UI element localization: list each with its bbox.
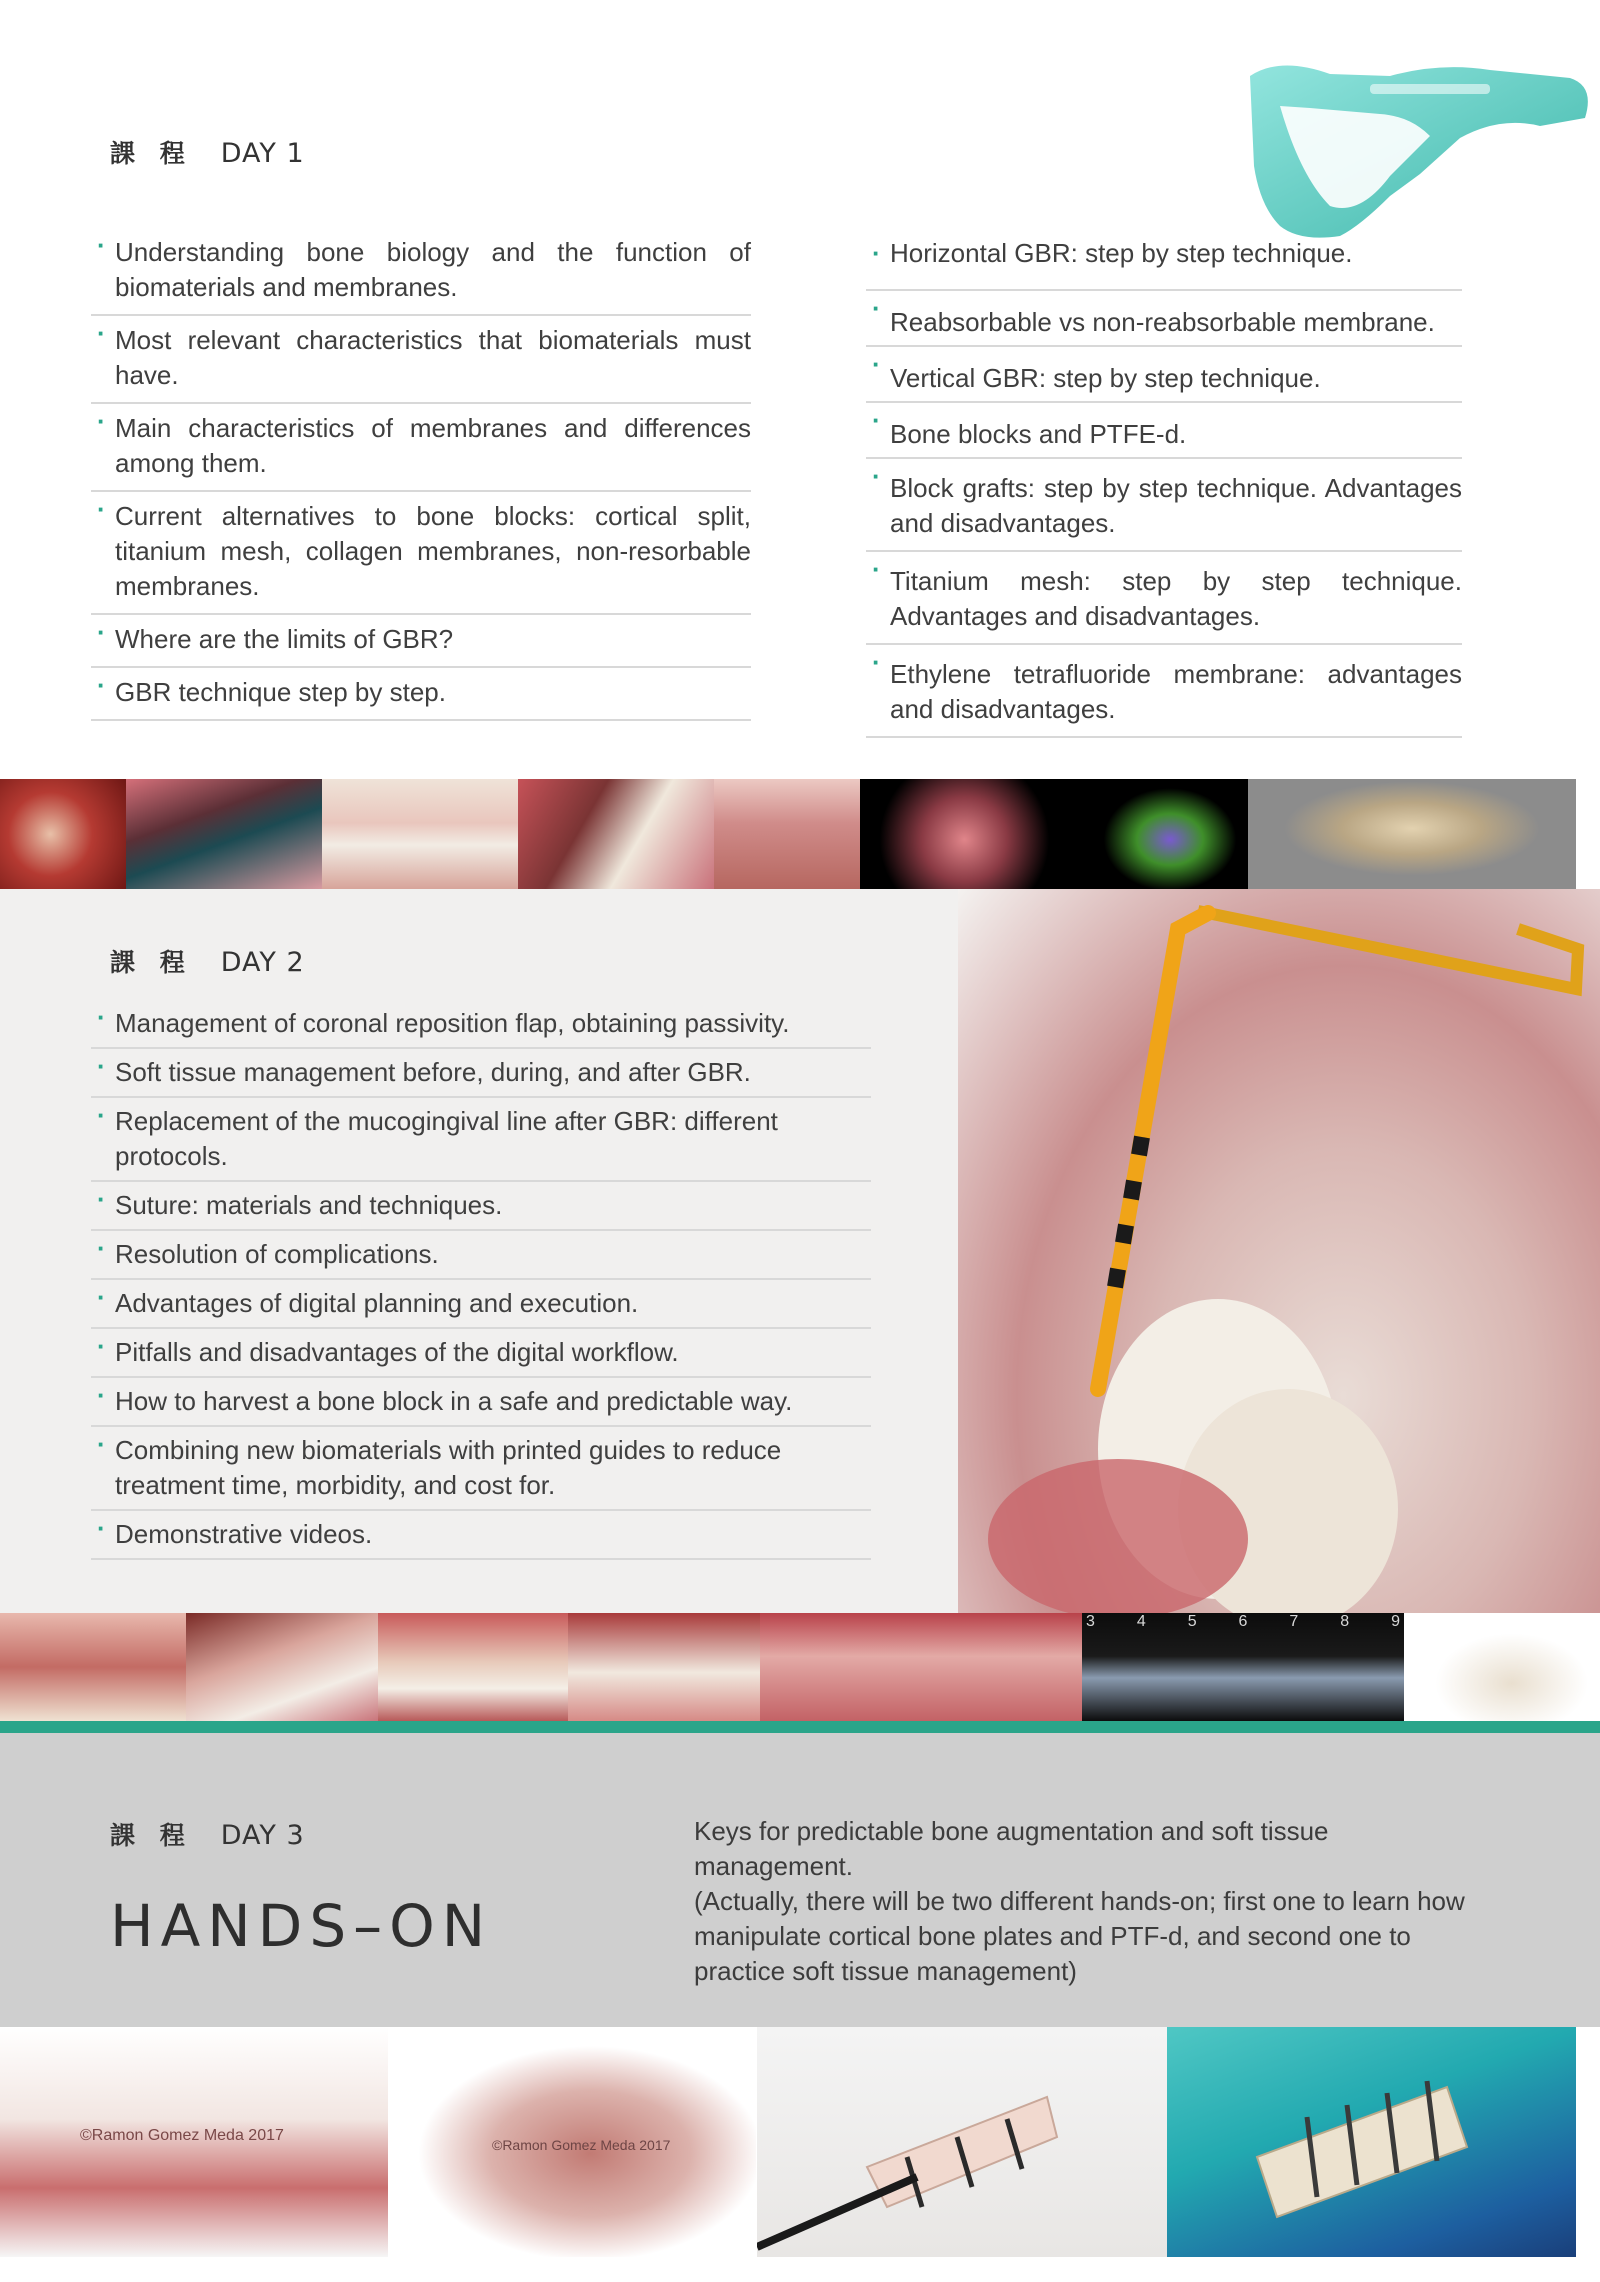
list-item: · Block grafts: step by step technique. Advantages and disadvantages.: [866, 459, 1462, 552]
list-item: · Titanium mesh: step by step technique. Advantages and disadvantages.: [866, 552, 1462, 645]
day3-description: [694, 1814, 1466, 1989]
day2-kanji: 課 程: [110, 948, 193, 977]
ruler-number: 9: [1391, 1613, 1400, 1630]
implant-bridge-photo: [1404, 1613, 1600, 1721]
list-item: · Most relevant characteristics that biomaterials must have.: [91, 316, 751, 404]
hands-on-photo-bone-plate: [757, 2027, 1167, 2257]
day2-label: DAY 2: [220, 947, 305, 978]
clinical-photo: [568, 1613, 760, 1721]
digital-planning-image: [1248, 779, 1576, 889]
clinical-photo: [0, 1613, 186, 1721]
clinical-photo: [378, 1613, 568, 1721]
day1-right-list: [866, 236, 1462, 738]
day3-desc-line-2: (Actually, there will be two different hands-on; first one to learn how manipulate cortical bone plates and PTF-d, and second one to practice soft tissue management): [694, 1886, 1465, 1986]
list-item: · Where are the limits of GBR?: [91, 615, 751, 668]
hands-on-photo-3d-model: [1167, 2027, 1576, 2257]
hands-on-title: HANDS–ON: [110, 1892, 493, 1960]
photo-strip-2: [0, 1613, 1600, 1721]
list-item: · Advantages of digital planning and execution.: [91, 1280, 871, 1329]
list-item: · Current alternatives to bone blocks: cortical split, titanium mesh, collagen membranes, non-resorbable membranes.: [91, 492, 751, 615]
day3-desc-line-1: Keys for predictable bone augmentation and soft tissue management.: [694, 1816, 1329, 1881]
probe-illustration: [958, 889, 1600, 1613]
list-item: · How to harvest a bone block in a safe and predictable way.: [91, 1378, 871, 1427]
day1-label: DAY 1: [220, 138, 305, 169]
bone-plate-illustration: [757, 2027, 1167, 2257]
list-item: · Suture: materials and techniques.: [91, 1182, 871, 1231]
watermark: ©Ramon Gomez Meda 2017: [80, 2127, 284, 2144]
list-item: · Bone blocks and PTFE-d.: [866, 403, 1462, 459]
ruler-number: 3: [1086, 1613, 1095, 1630]
3d-model-illustration: [1167, 2027, 1576, 2257]
day2-list: [91, 1000, 871, 1560]
digital-planning-image: [1092, 779, 1248, 889]
day3-heading: [110, 1816, 305, 1852]
list-item: · Resolution of complications.: [91, 1231, 871, 1280]
day1-kanji: 課 程: [110, 139, 193, 168]
photo-strip-1: [0, 779, 1576, 889]
surgical-guide-image: [1240, 56, 1600, 246]
ruler-number: 8: [1340, 1613, 1350, 1630]
list-item: · Pitfalls and disadvantages of the digital workflow.: [91, 1329, 871, 1378]
clinical-photo: [322, 779, 518, 889]
day2-heading: [110, 943, 305, 979]
list-item: · Management of coronal reposition flap, obtaining passivity.: [91, 1000, 871, 1049]
list-item: · Horizontal GBR: step by step technique.: [866, 236, 1462, 291]
ruler-number: 4: [1136, 1613, 1146, 1630]
day3-kanji: 課 程: [110, 1821, 193, 1850]
ruler-number: 7: [1289, 1613, 1299, 1630]
clinical-photo: [126, 779, 322, 889]
ruler-number: 6: [1238, 1613, 1248, 1630]
list-item: · Ethylene tetrafluoride membrane: advantages and disadvantages.: [866, 645, 1462, 738]
list-item: · Demonstrative videos.: [91, 1511, 871, 1560]
list-item: · Soft tissue management before, during, and after GBR.: [91, 1049, 871, 1098]
list-item: · Replacement of the mucogingival line after GBR: different protocols.: [91, 1098, 871, 1182]
ruler-numbers: [1086, 1613, 1400, 1631]
day3-label: DAY 3: [220, 1820, 305, 1851]
clinical-photo: [186, 1613, 378, 1721]
clinical-photo: [714, 779, 860, 889]
bone-block-ruler-photo: [1082, 1613, 1404, 1721]
periodontal-probe-photo: [958, 889, 1600, 1613]
clinical-photo: [518, 779, 714, 889]
hands-on-photo-pig-jaw-1: [0, 2027, 388, 2257]
day1-heading: [110, 134, 305, 170]
ruler-number: 5: [1187, 1613, 1197, 1630]
hands-on-photo-pig-jaw-2: [388, 2027, 756, 2257]
list-item: · Main characteristics of membranes and differences among them.: [91, 404, 751, 492]
list-item: · Combining new biomaterials with printed guides to reduce treatment time, morbidity, and cost for.: [91, 1427, 871, 1511]
accent-divider: [0, 1721, 1600, 1733]
list-item: · Understanding bone biology and the function of biomaterials and membranes.: [91, 228, 751, 316]
list-item: · GBR technique step by step.: [91, 668, 751, 721]
list-item: · Reabsorbable vs non-reabsorbable membrane.: [866, 291, 1462, 347]
list-item: · Vertical GBR: step by step technique.: [866, 347, 1462, 403]
watermark: ©Ramon Gomez Meda 2017: [492, 2137, 671, 2153]
clinical-photo: [760, 1613, 1082, 1721]
digital-planning-image: [860, 779, 1092, 889]
clinical-photo: [0, 779, 126, 889]
day1-left-list: [91, 228, 751, 721]
